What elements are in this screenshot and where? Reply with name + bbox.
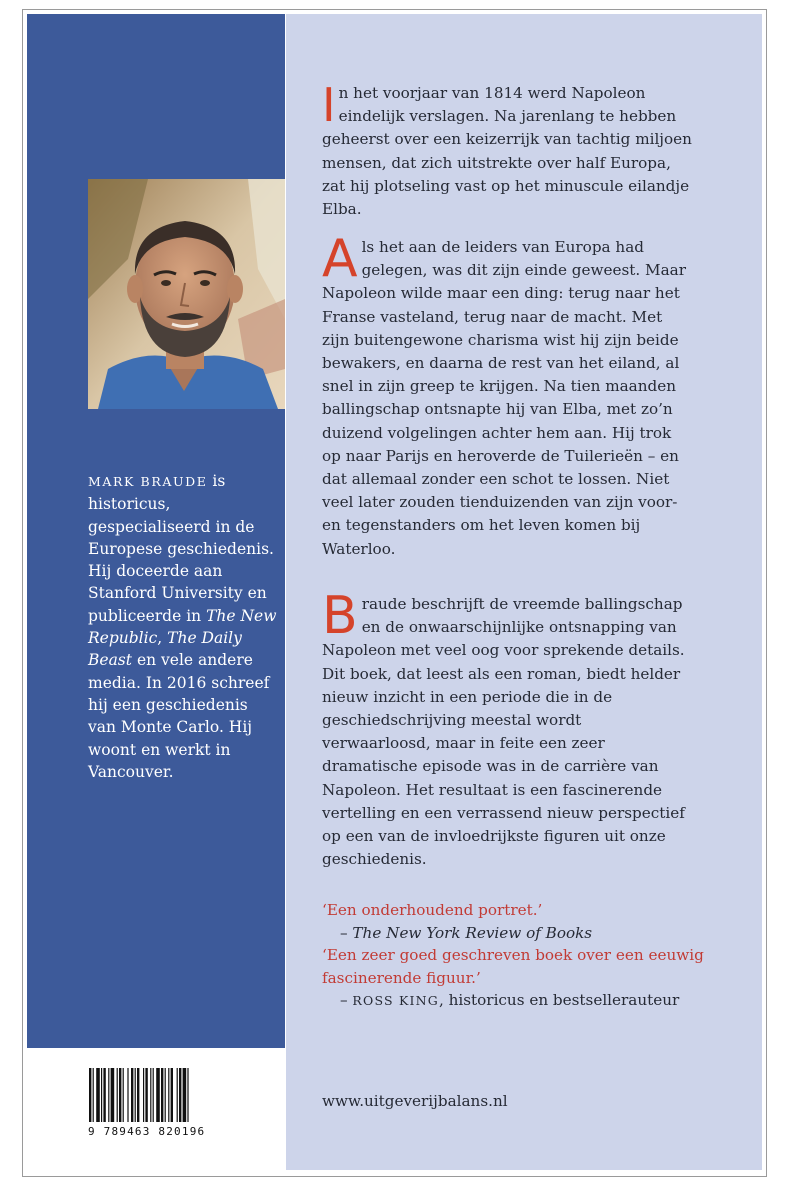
publication-2: The Daily Beast [88, 629, 242, 670]
bio-text-1: is historicus, gespecialiseerd in de Europese geschiedenis. Hij doceerde aan Stanford University en publiceerde in [88, 472, 274, 625]
author-bio [88, 470, 278, 783]
barcode-bar [103, 1068, 105, 1122]
barcode-bar [135, 1068, 136, 1122]
quote-1: ‘Een onderhoudend portret.’ [322, 901, 543, 919]
barcode-bar [156, 1068, 160, 1122]
blurb-paragraph-1 [322, 78, 694, 221]
review-quotes [322, 899, 722, 1013]
bio-separator: , [157, 629, 168, 648]
publisher-website: www.uitgeverijbalans.nl [322, 1092, 508, 1110]
barcode [88, 1068, 225, 1122]
publication-1: The New Republic [88, 606, 277, 648]
barcode-bar [117, 1068, 118, 1122]
paragraph-1-text: n het voorjaar van 1814 werd Napoleon eindelijk verslagen. Na jarenlang te hebben geheerst over een keizerrijk van tachtig miljoen mensen, dat zich uitstrekte over half Europa, zat hij plotseling vast op het minuscule eilandje Elba. [322, 84, 692, 219]
barcode-bar [123, 1068, 124, 1122]
barcode-bar [119, 1068, 121, 1122]
author-portrait-image [88, 179, 285, 409]
author-name: MARK BRAUDE [88, 474, 208, 489]
barcode-bar [131, 1068, 133, 1122]
barcode-bar [150, 1068, 151, 1122]
bio-text-2: en vele andere media. In 2016 schreef hij een geschiedenis van Monte Carlo. Hij woont en werkt in Vancouver. [88, 651, 270, 781]
quote-1-attribution [322, 922, 722, 945]
drop-cap-2: A [322, 229, 358, 289]
author-photo [88, 179, 285, 409]
quote-2-attribution [322, 989, 722, 1013]
barcode-bars [88, 1068, 225, 1122]
quote-1-dash: – [340, 923, 353, 942]
barcode-bar [161, 1068, 163, 1122]
barcode-bar [93, 1068, 94, 1122]
barcode-bar [143, 1068, 144, 1122]
barcode-bar [111, 1068, 115, 1122]
quote-2-dash: – [340, 991, 353, 1009]
quote-2-desc: , historicus en bestsellerauteur [438, 991, 680, 1009]
barcode-bar [165, 1068, 166, 1122]
quote-2: ‘Een zeer goed geschreven boek over een eeuwig fascinerende figuur.’ [322, 946, 704, 987]
barcode-bar [101, 1068, 102, 1122]
barcode-bar [96, 1068, 100, 1122]
blurb-paragraph-2 [322, 229, 694, 561]
barcode-bar [153, 1068, 154, 1122]
drop-cap-1: I [322, 78, 336, 132]
barcode-bar [127, 1068, 128, 1122]
barcode-bar [89, 1068, 91, 1122]
barcode-bar [183, 1068, 187, 1122]
paragraph-3-text: raude beschrijft de vreemde ballingschap en de onwaarschijnlijke ontsnapping van Napoleon met veel oog voor sprekende details. Dit boek, dat leest als een roman, biedt helder nieuw inzicht in een periode die in de geschiedschrijving meestal wordt verwaarloosd, maar in feite een zeer dramatische episode was in de carrière van Napoleon. Het resultaat is een fascinerende vertelling en een verrassend nieuw perspectief op een van de invloedrijkste figuren uit onze geschiedenis. [322, 595, 685, 869]
paragraph-2-text: ls het aan de leiders van Europa had gelegen, was dit zijn einde geweest. Maar Napoleon wilde maar een ding: terug naar het Franse vasteland, terug naar de macht. Met zijn buitengewone charisma wist hij zijn beide bewakers, en daarna de rest van het eiland, al snel in zijn greep te krijgen. Na tien maanden ballingschap ontsnapte hij van Elba, met zo’n duizend volgelingen achter hem aan. Hij trok op naar Parijs en heroverde de Tuilerieën – en dat allemaal zonder een schot te lossen. Niet veel later zouden tienduizenden van zijn voor- en tegenstanders om het leven komen bij Waterloo. [322, 238, 686, 558]
drop-cap-3: B [322, 586, 358, 646]
quote-2-name: ROSS KING [352, 993, 439, 1008]
barcode-bar [137, 1068, 139, 1122]
barcode-bar [171, 1068, 173, 1122]
blurb-paragraph-3 [322, 586, 694, 871]
barcode-bar [177, 1068, 178, 1122]
barcode-bar [108, 1068, 109, 1122]
barcode-bar [187, 1068, 188, 1122]
quote-1-source: The New York Review of Books [352, 923, 593, 942]
barcode-bar [179, 1068, 181, 1122]
isbn-number: 9 789463 820196 [88, 1125, 206, 1138]
barcode-bar [168, 1068, 169, 1122]
barcode-bar [145, 1068, 147, 1122]
